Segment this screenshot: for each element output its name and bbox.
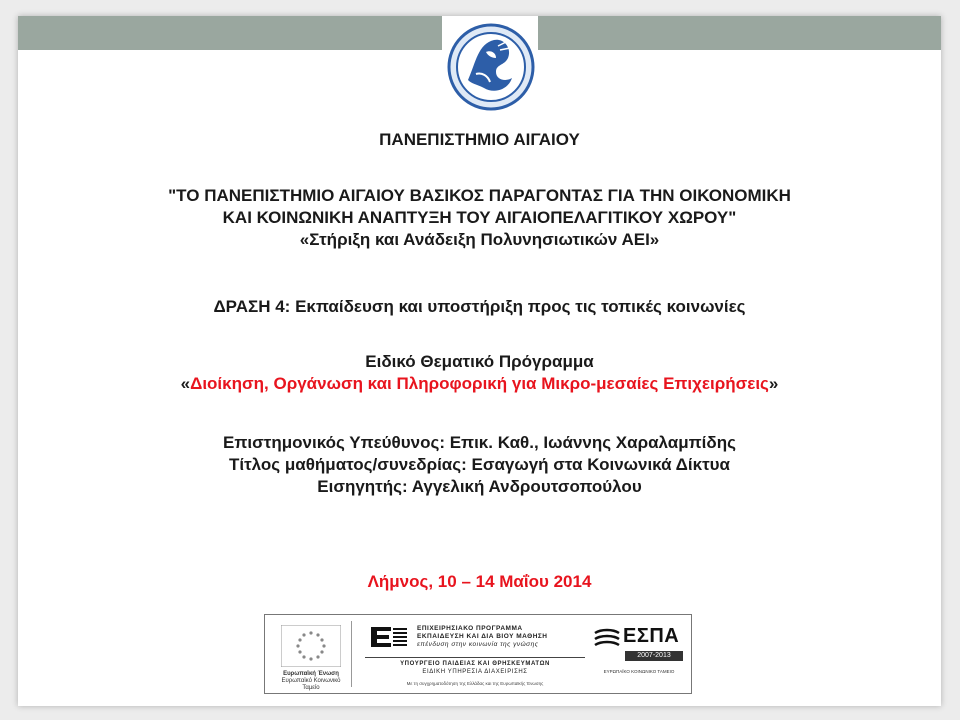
program-name: Διοίκηση, Οργάνωση και Πληροφορική για Μικρο-μεσαίες Επιχειρήσεις (190, 374, 769, 393)
funding-logos-strip (264, 614, 692, 694)
credits-block (18, 432, 941, 498)
course-title: Τίτλος μαθήματος/συνεδρίας: Εσαγωγή στα Κοινωνικά Δίκτυα (228, 455, 730, 474)
action-heading (18, 296, 941, 318)
university-name-text: ΠΑΝΕΠΙΣΤΗΜΙΟ ΑΙΓΑΙΟΥ (379, 130, 580, 149)
university-name (18, 129, 941, 151)
place-date (18, 571, 941, 593)
program-label: Ειδικό Θεματικό Πρόγραμμα (365, 352, 594, 371)
espa-years: 2007-2013 (625, 651, 683, 661)
espa-word: ΕΣΠΑ (623, 625, 680, 647)
scientific-lead: Επιστημονικός Υπεύθυνος: Επικ. Καθ., Ιωάννης Χαραλαμπίδης (223, 433, 736, 452)
slide (18, 16, 941, 706)
university-seal-icon (446, 22, 536, 112)
eu-logo-block (271, 621, 352, 691)
ep-title-3: επένδυση στην κοινωνία της γνώσης (417, 641, 539, 648)
ep-education-block (365, 619, 585, 689)
program-open-quote: « (180, 374, 191, 393)
espa-block (591, 623, 685, 685)
ministry-name: ΥΠΟΥΡΓΕΙΟ ΠΑΙΔΕΙΑΣ ΚΑΙ ΘΡΗΣΚΕΥΜΑΤΩΝ (400, 661, 550, 667)
eu-caption (273, 671, 349, 692)
project-title-line-2: ΚΑΙ ΚΟΙΝΩΝΙΚΗ ΑΝΑΠΤΥΞΗ ΤΟΥ ΑΙΓΑΙΟΠΕΛΑΓΙΤΙΚΟΥ ΧΩΡΟΥ" (222, 208, 737, 227)
project-subtitle: «Στήριξη και Ανάδειξη Πολυνησιωτικών ΑΕΙ» (299, 230, 660, 249)
eu-flag-icon (281, 625, 341, 667)
program-close-quote: » (768, 374, 779, 393)
program-block (18, 351, 941, 395)
place-date-text: Λήμνος, 10 – 14 Μαΐου 2014 (367, 572, 592, 591)
cofunding-note: Με τη συγχρηματοδότηση της Ελλάδας και της Ευρωπαϊκής Ένωσης (406, 681, 544, 686)
program-name-line (18, 373, 941, 395)
eu-caption-title: Ευρωπαϊκή Ένωση (283, 671, 339, 677)
ep-education-logo-icon (369, 623, 409, 653)
ep-title-1: ΕΠΙΧΕΙΡΗΣΙΑΚΟ ΠΡΟΓΡΑΜΜΑ (417, 625, 523, 632)
ministry-block (365, 657, 585, 676)
action-text: ΔΡΑΣΗ 4: Εκπαίδευση και υποστήριξη προς τις τοπικές κοινωνίες (213, 297, 746, 316)
espa-logo-icon (593, 627, 621, 651)
presenter: Εισηγητής: Αγγελική Ανδρουτσοπούλου (317, 477, 642, 496)
special-service: ΕΙΔΙΚΗ ΥΠΗΡΕΣΙΑ ΔΙΑΧΕΙΡΙΣΗΣ (422, 669, 528, 675)
project-title-line-1: "ΤΟ ΠΑΝΕΠΙΣΤΗΜΙΟ ΑΙΓΑΙΟΥ ΒΑΣΙΚΟΣ ΠΑΡΑΓΟΝΤΑΣ ΓΙΑ ΤΗΝ ΟΙΚΟΝΟΜΙΚΗ (168, 186, 791, 205)
ep-title-2: ΕΚΠΑΙΔΕΥΣΗ ΚΑΙ ΔΙΑ ΒΙΟΥ ΜΑΘΗΣΗ (417, 633, 548, 640)
espa-sub: ΕΥΡΩΠΑΪΚΟ ΚΟΙΝΩΝΙΚΟ ΤΑΜΕΙΟ (603, 669, 675, 674)
project-title (18, 185, 941, 251)
ep-title (417, 625, 585, 649)
eu-caption-sub: Ευρωπαϊκό Κοινωνικό Ταμείο (281, 678, 341, 691)
